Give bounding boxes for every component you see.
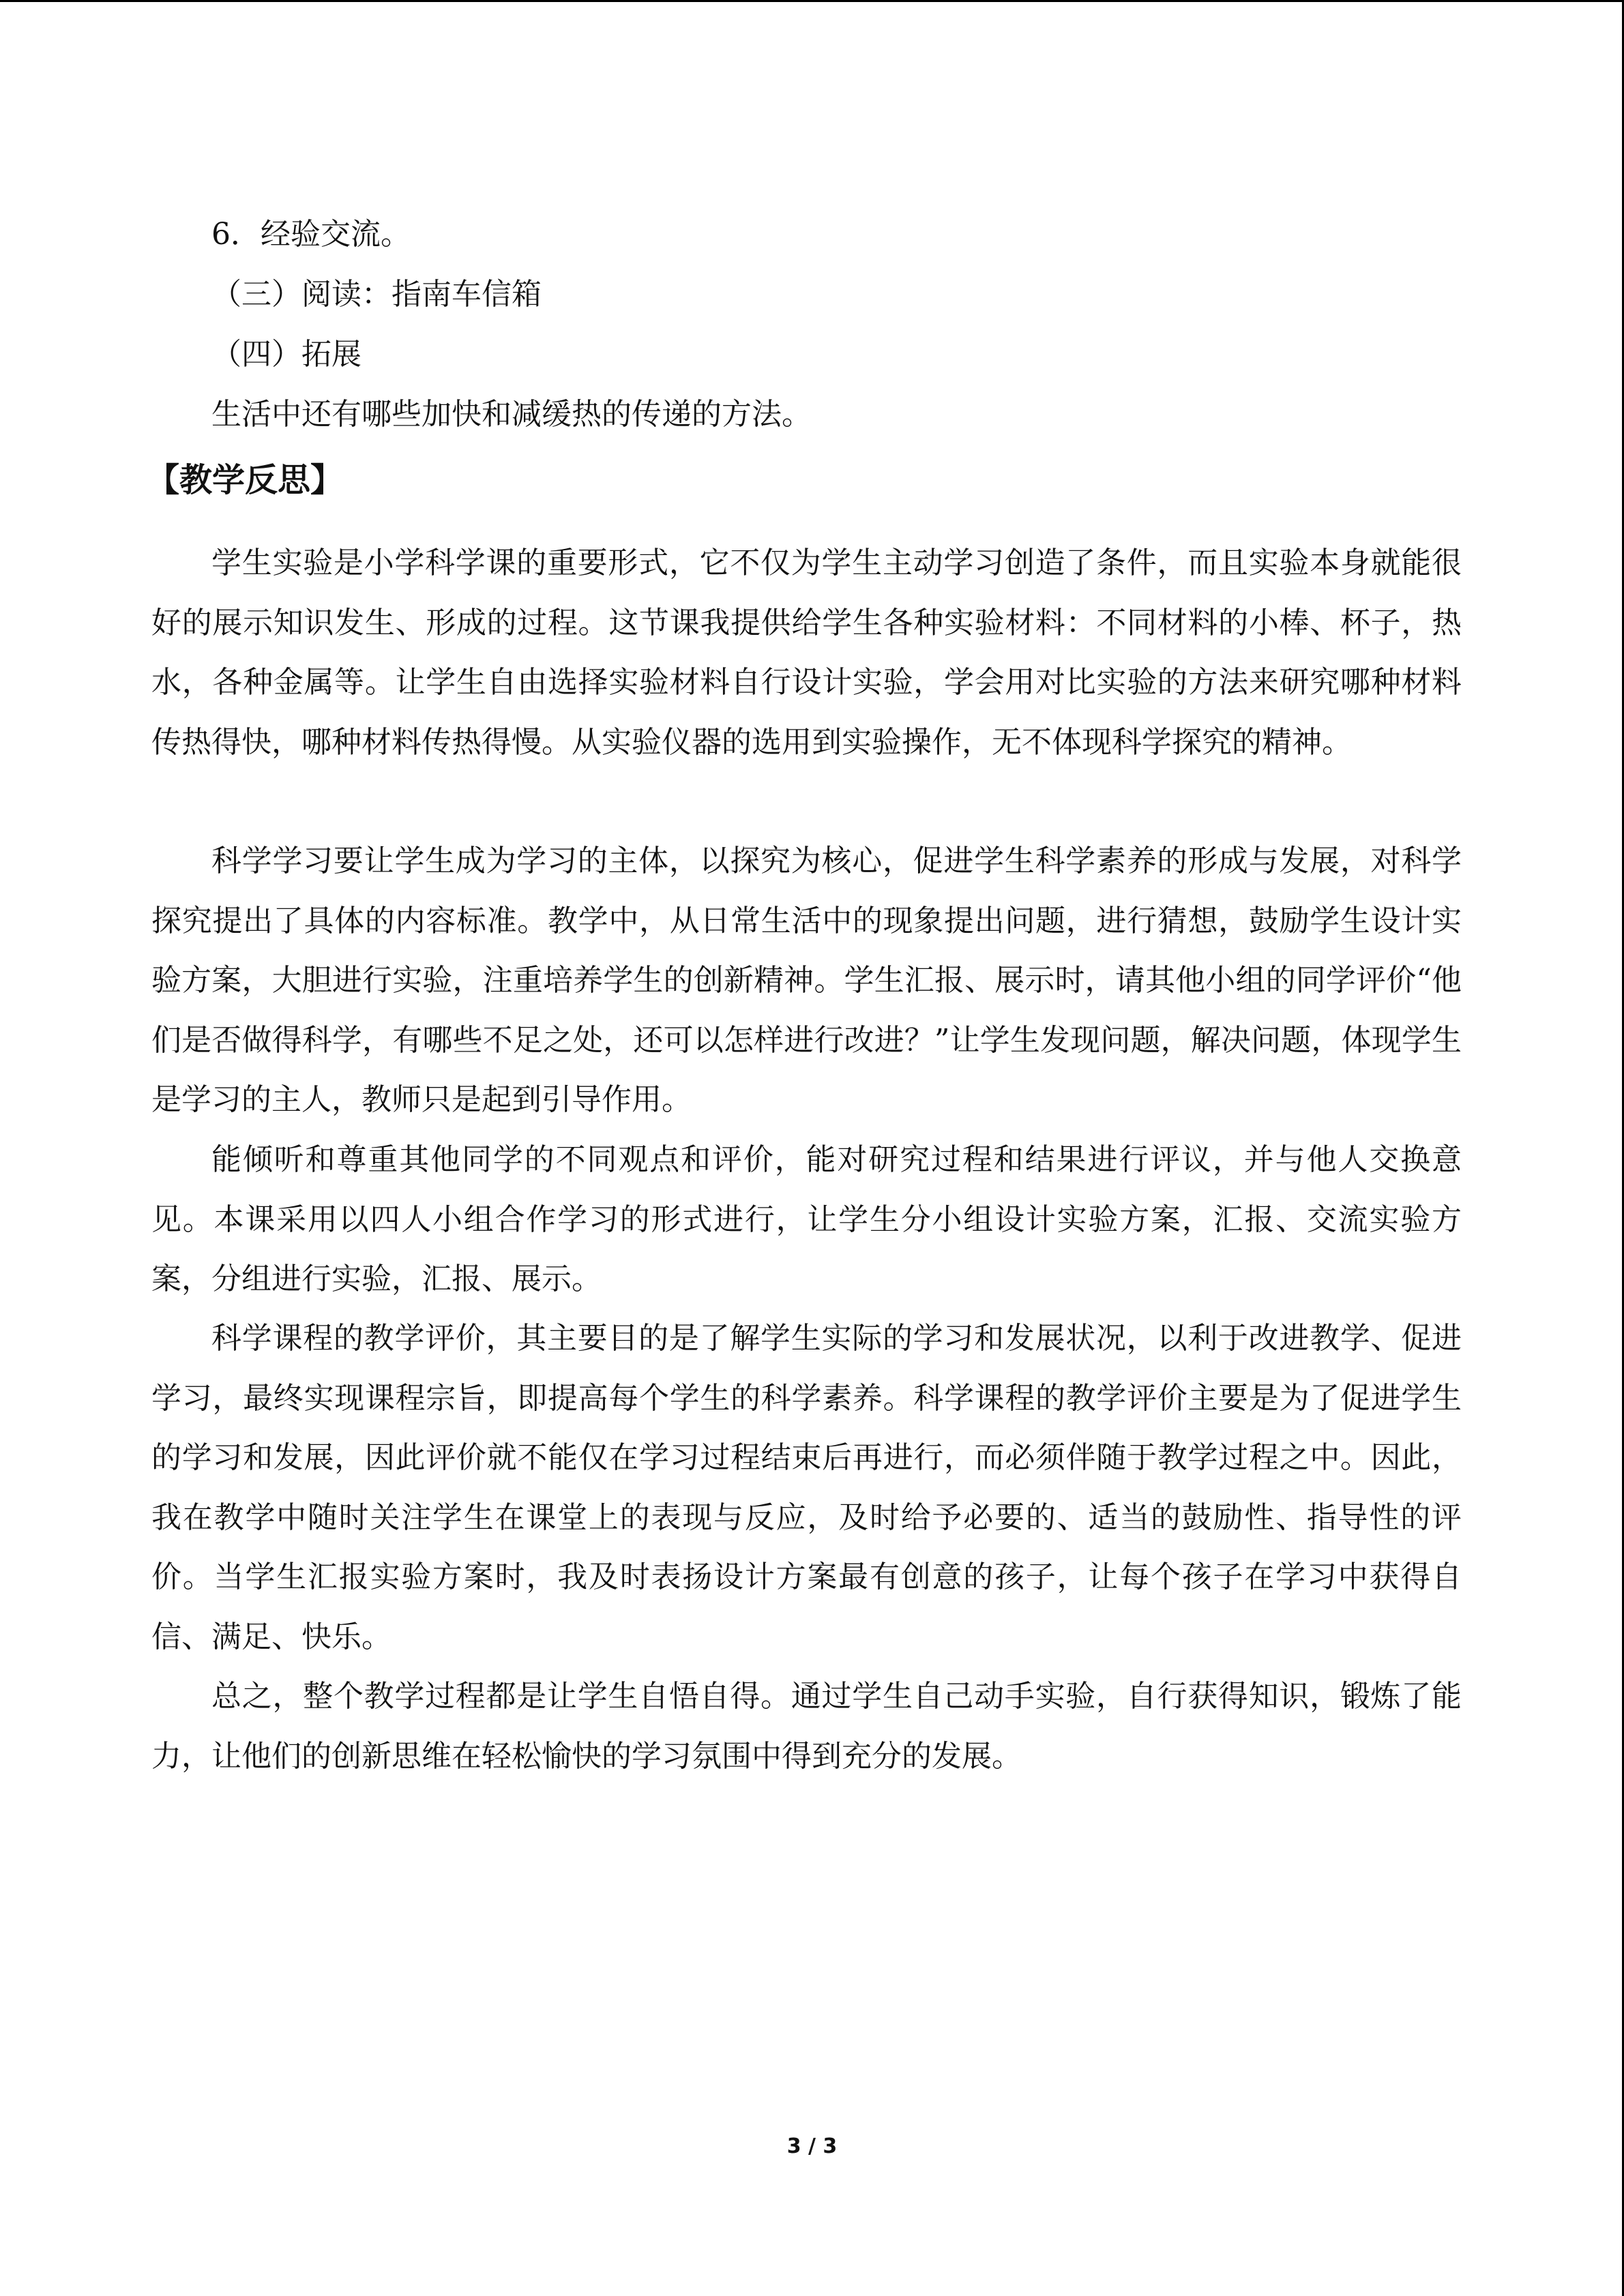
reflection-paragraph-2: 科学学习要让学生成为学习的主体，以探究为核心，促进学生科学素养的形成与发展，对科学探究提出了具体的内容标准。教学中，从日常生活中的现象提出问题，进行猜想，鼓励学生设计实验方案，大胆进行实验，注重培养学生的创新精神。学生汇报、展示时，请其他小组的同学评价“他们是否做得科学，有哪些不足之处，还可以怎样进行改进？”让学生发现问题，解决问题，体现学生是学习的主人，教师只是起到引导作用。	[151, 844, 1462, 1117]
step-6-line: 6．经验交流。	[211, 217, 411, 252]
reflection-paragraph-5: 总之，整个教学过程都是让学生自悟自得。通过学生自己动手实验，自行获得知识，锻炼了能力，让他们的创新思维在轻松愉快的学习氛围中得到充分的发展。	[151, 1679, 1462, 1774]
reflection-paragraph-3: 能倾听和尊重其他同学的不同观点和评价，能对研究过程和结果进行评议，并与他人交换意见。本课采用以四人小组合作学习的形式进行，让学生分小组设计实验方案，汇报、交流实验方案，分组进行实验，汇报、展示。	[151, 1142, 1462, 1296]
page-number: 3 / 3	[786, 2134, 838, 2158]
reflection-heading: 【教学反思】	[147, 461, 344, 499]
reflection-paragraph-4: 科学课程的教学评价，其主要目的是了解学生实际的学习和发展状况，以利于改进教学、促进学习，最终实现课程宗旨，即提高每个学生的科学素养。科学课程的教学评价主要是为了促进学生的学习和发展，因此评价就不能仅在学习过程结束后再进行，而必须伴随于教学过程之中。因此，我在教学中随时关注学生在课堂上的表现与反应，及时给予必要的、适当的鼓励性、指导性的评价。当学生汇报实验方案时，我及时表扬设计方案最有创意的孩子，让每个孩子在学习中获得自信、满足、快乐。	[151, 1321, 1462, 1654]
section-4-line: （四）拓展	[211, 337, 361, 372]
reflection-paragraph-1: 学生实验是小学科学课的重要形式，它不仅为学生主动学习创造了条件，而且实验本身就能很好的展示知识发生、形成的过程。这节课我提供给学生各种实验材料：不同材料的小棒、杯子，热水，各种金属等。让学生自由选择实验材料自行设计实验，学会用对比实验的方法来研究哪种材料传热得快，哪种材料传热得慢。从实验仪器的选用到实验操作，无不体现科学探究的精神。	[151, 546, 1462, 760]
extension-question-line: 生活中还有哪些加快和减缓热的传递的方法。	[211, 397, 812, 432]
page-top-border	[0, 0, 1624, 2]
section-3-line: （三）阅读：指南车信箱	[211, 277, 542, 312]
